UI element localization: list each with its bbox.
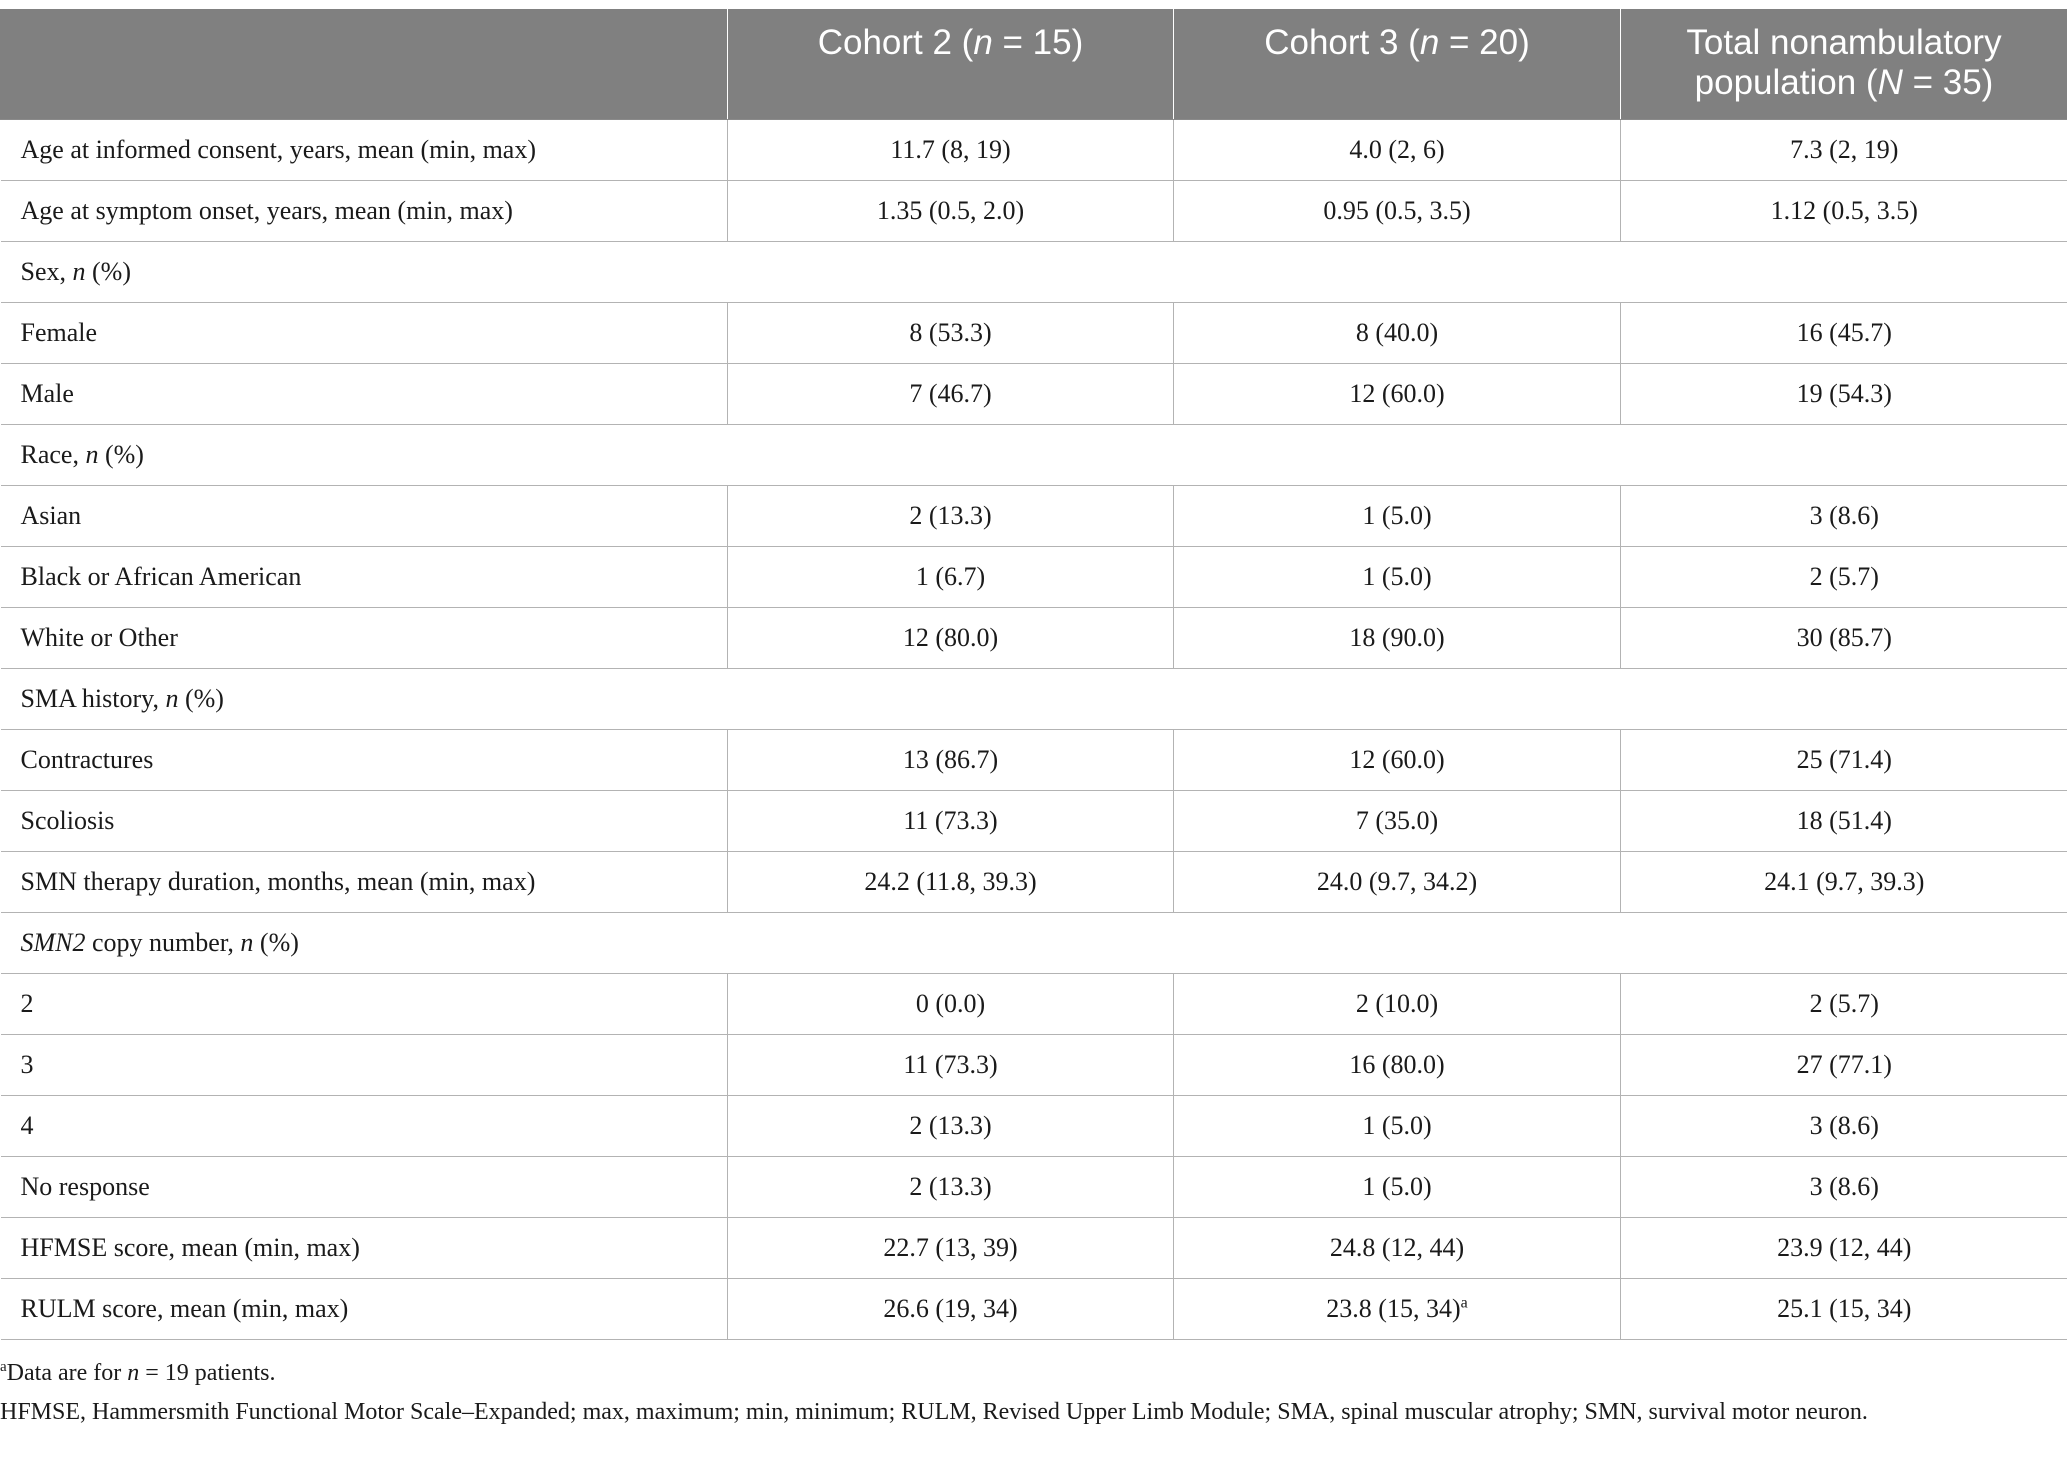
cell-c2: 1 (5.0) <box>1174 547 1621 608</box>
cell-c2: 2 (10.0) <box>1174 974 1621 1035</box>
cell-c3: 2 (5.7) <box>1621 974 2067 1035</box>
row-label: Black or African American <box>1 547 728 608</box>
row-label: Age at informed consent, years, mean (min, max) <box>1 120 728 181</box>
cell-c3: 18 (51.4) <box>1621 791 2067 852</box>
section-row <box>1 669 2067 730</box>
cell-c2: 18 (90.0) <box>1174 608 1621 669</box>
table-row <box>1 1279 2067 1340</box>
cell-c3: 3 (8.6) <box>1621 1157 2067 1218</box>
table-footnotes <box>0 1354 2040 1432</box>
table-row <box>1 1218 2067 1279</box>
cell-c1: 2 (13.3) <box>728 1096 1174 1157</box>
row-label: Age at symptom onset, years, mean (min, max) <box>1 181 728 242</box>
cell-c1: 1 (6.7) <box>728 547 1174 608</box>
cell-c2: 12 (60.0) <box>1174 730 1621 791</box>
cell-c3: 30 (85.7) <box>1621 608 2067 669</box>
cell-c3: 7.3 (2, 19) <box>1621 120 2067 181</box>
cell-c1: 11.7 (8, 19) <box>728 120 1174 181</box>
cell-c2: 1 (5.0) <box>1174 1096 1621 1157</box>
row-label: Contractures <box>1 730 728 791</box>
cell-c1: 11 (73.3) <box>728 791 1174 852</box>
cell-c1: 2 (13.3) <box>728 1157 1174 1218</box>
cell-c3: 2 (5.7) <box>1621 547 2067 608</box>
table-row <box>1 486 2067 547</box>
row-label: Asian <box>1 486 728 547</box>
table-row <box>1 974 2067 1035</box>
cell-c1: 0 (0.0) <box>728 974 1174 1035</box>
cell-c2: 1 (5.0) <box>1174 486 1621 547</box>
table-row <box>1 364 2067 425</box>
cell-c3: 19 (54.3) <box>1621 364 2067 425</box>
cell-c2: 1 (5.0) <box>1174 1157 1621 1218</box>
cell-c3: 16 (45.7) <box>1621 303 2067 364</box>
footnote-marker: a <box>1460 1294 1468 1312</box>
cell-c2: 23.8 (15, 34)$^a$ <box>1174 1279 1621 1340</box>
section-row <box>1 425 2067 486</box>
table-row <box>1 547 2067 608</box>
table-row <box>1 1096 2067 1157</box>
row-label: HFMSE score, mean (min, max) <box>1 1218 728 1279</box>
cell-c2: 0.95 (0.5, 3.5) <box>1174 181 1621 242</box>
section-row <box>1 242 2067 303</box>
row-label: 4 <box>1 1096 728 1157</box>
table-row <box>1 852 2067 913</box>
table-container <box>0 8 2067 1340</box>
footnote-abbreviations: HFMSE, Hammersmith Functional Motor Scale–Expanded; max, maximum; min, minimum; RULM, Revised Upper Limb Module; SMA, spinal muscular atrophy; SMN, survival motor neuron. <box>0 1399 1868 1425</box>
cell-c2: 4.0 (2, 6) <box>1174 120 1621 181</box>
cell-c3: 3 (8.6) <box>1621 1096 2067 1157</box>
header-blank-cell <box>1 9 728 120</box>
table-row <box>1 1035 2067 1096</box>
cell-c3: 24.1 (9.7, 39.3) <box>1621 852 2067 913</box>
row-label: 3 <box>1 1035 728 1096</box>
row-label: 2 <box>1 974 728 1035</box>
cell-c1: 24.2 (11.8, 39.3) <box>728 852 1174 913</box>
cell-c2: 7 (35.0) <box>1174 791 1621 852</box>
cell-c1: 7 (46.7) <box>728 364 1174 425</box>
cell-c2: 24.0 (9.7, 34.2) <box>1174 852 1621 913</box>
cell-c1: 26.6 (19, 34) <box>728 1279 1174 1340</box>
cell-c1: 12 (80.0) <box>728 608 1174 669</box>
table-row <box>1 181 2067 242</box>
cell-c1: 13 (86.7) <box>728 730 1174 791</box>
table-header-row <box>1 9 2067 120</box>
demographics-table <box>0 8 2067 1340</box>
header-cohort-3: Cohort 3 (n = 20) <box>1174 9 1621 120</box>
table-row <box>1 120 2067 181</box>
cell-c1: 2 (13.3) <box>728 486 1174 547</box>
table-body <box>1 120 2067 1340</box>
cell-c2: 16 (80.0) <box>1174 1035 1621 1096</box>
header-cohort-2: Cohort 2 (n = 15) <box>728 9 1174 120</box>
row-label: No response <box>1 1157 728 1218</box>
section-row <box>1 913 2067 974</box>
table-row <box>1 303 2067 364</box>
cell-c3: 1.12 (0.5, 3.5) <box>1621 181 2067 242</box>
section-label: Sex, n (%) <box>1 242 2067 303</box>
cell-c2: 8 (40.0) <box>1174 303 1621 364</box>
header-total: Total nonambulatory population (N = 35) <box>1621 9 2067 120</box>
row-label: White or Other <box>1 608 728 669</box>
cell-c2: 24.8 (12, 44) <box>1174 1218 1621 1279</box>
row-label: SMN therapy duration, months, mean (min, max) <box>1 852 728 913</box>
cell-c1: 11 (73.3) <box>728 1035 1174 1096</box>
cell-c3: 3 (8.6) <box>1621 486 2067 547</box>
cell-c3: 27 (77.1) <box>1621 1035 2067 1096</box>
table-row <box>1 1157 2067 1218</box>
cell-c2: 12 (60.0) <box>1174 364 1621 425</box>
row-label: Scoliosis <box>1 791 728 852</box>
cell-c1: 8 (53.3) <box>728 303 1174 364</box>
table-row <box>1 608 2067 669</box>
cell-c3: 25.1 (15, 34) <box>1621 1279 2067 1340</box>
cell-c3: 23.9 (12, 44) <box>1621 1218 2067 1279</box>
table-row <box>1 791 2067 852</box>
section-label: Race, n (%) <box>1 425 2067 486</box>
table-row <box>1 730 2067 791</box>
row-label: RULM score, mean (min, max) <box>1 1279 728 1340</box>
section-label: SMN2 copy number, n (%) <box>1 913 2067 974</box>
section-label: SMA history, n (%) <box>1 669 2067 730</box>
row-label: Female <box>1 303 728 364</box>
cell-c1: 22.7 (13, 39) <box>728 1218 1174 1279</box>
cell-c3: 25 (71.4) <box>1621 730 2067 791</box>
cell-c1: 1.35 (0.5, 2.0) <box>728 181 1174 242</box>
row-label: Male <box>1 364 728 425</box>
footnote-a: $^a$Data are for n = 19 patients. <box>0 1359 276 1386</box>
